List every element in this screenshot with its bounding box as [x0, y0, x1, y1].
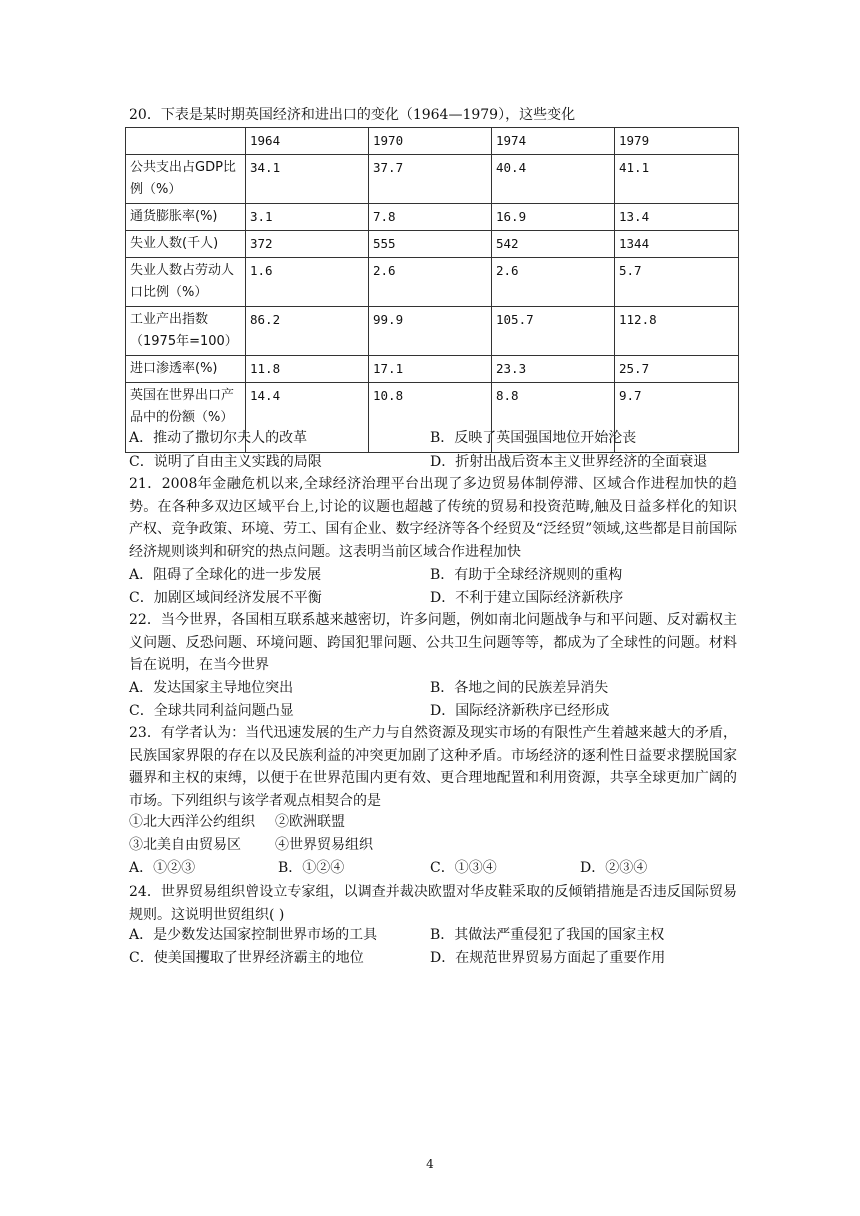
- table-header-cell: 1964: [246, 128, 369, 155]
- q22-stem: 22．当今世界，各国相互联系越来越密切，许多问题，例如南北问题战争与和平问题、反对霸权主义问题、反恐问题、环境问题、跨国犯罪问题、公共卫生问题等等，都成为了全球性的问题。材料旨在说明，在当今世界: [129, 612, 737, 674]
- q21-option-b[interactable]: B．有助于全球经济规则的重构: [430, 567, 623, 583]
- q22-option-c[interactable]: C．全球共同利益问题凸显: [129, 703, 294, 719]
- table-cell: 25.7: [615, 356, 739, 383]
- row-label: 失业人数(千人): [126, 231, 246, 258]
- table-cell: 2.6: [492, 258, 615, 307]
- q22-option-a[interactable]: A．发达国家主导地位突出: [129, 680, 294, 696]
- q23-option-b[interactable]: B．①②④: [278, 860, 345, 876]
- row-label: 公共支出占GDP比例（%）: [126, 155, 246, 204]
- q21-option-d[interactable]: D．不利于建立国际经济新秩序: [430, 590, 624, 606]
- table-row: [126, 356, 739, 383]
- q24-option-d[interactable]: D．在规范世界贸易方面起了重要作用: [430, 950, 666, 966]
- table-cell: 2.6: [369, 258, 492, 307]
- table-header-cell: 1974: [492, 128, 615, 155]
- table-cell: 86.2: [246, 307, 369, 356]
- q23-item-3: ③北美自由贸易区: [129, 837, 241, 853]
- q23-option-d[interactable]: D．②③④: [580, 860, 648, 876]
- table-cell: 372: [246, 231, 369, 258]
- table-cell: 41.1: [615, 155, 739, 204]
- table-row: [126, 155, 739, 204]
- row-label: 通货膨胀率(%): [126, 204, 246, 231]
- q23-item-2: ②欧洲联盟: [275, 814, 345, 830]
- table-row: [126, 307, 739, 356]
- q20-stem: 20．下表是某时期英国经济和进出口的变化（1964—1979），这些变化: [129, 107, 576, 123]
- q24-option-a[interactable]: A．是少数发达国家控制世界市场的工具: [129, 927, 378, 943]
- table-cell: 34.1: [246, 155, 369, 204]
- table-cell: 105.7: [492, 307, 615, 356]
- table-header-row: [126, 128, 739, 155]
- q24-option-b[interactable]: B．其做法严重侵犯了我国的国家主权: [430, 927, 665, 943]
- table-cell: 542: [492, 231, 615, 258]
- table-cell: 11.8: [246, 356, 369, 383]
- q20-option-a[interactable]: A．推动了撒切尔夫人的改革: [129, 430, 308, 446]
- table-cell: 1344: [615, 231, 739, 258]
- row-label: 工业产出指数（1975年=100）: [126, 307, 246, 356]
- table-cell: 8.8: [492, 383, 615, 453]
- table-header-cell: 1970: [369, 128, 492, 155]
- q20-option-c[interactable]: C．说明了自由主义实践的局限: [129, 454, 322, 470]
- table-cell: 3.1: [246, 204, 369, 231]
- q20-option-d[interactable]: D．折射出战后资本主义世界经济的全面衰退: [430, 454, 708, 470]
- page-number: 4: [426, 1157, 434, 1171]
- q24-stem: 24．世界贸易组织曾设立专家组，以调查并裁决欧盟对华皮鞋采取的反倾销措施是否违反国际贸易规则。这说明世贸组织( ): [129, 884, 737, 923]
- table-row: [126, 204, 739, 231]
- table-cell: 23.3: [492, 356, 615, 383]
- row-label: 失业人数占劳动人口比例（%）: [126, 258, 246, 307]
- q20-option-b[interactable]: B．反映了英国强国地位开始沦丧: [430, 430, 637, 446]
- uk-economy-table: [125, 127, 739, 453]
- table-cell: 112.8: [615, 307, 739, 356]
- table-cell: 40.4: [492, 155, 615, 204]
- row-label: 进口渗透率(%): [126, 356, 246, 383]
- table-cell: 16.9: [492, 204, 615, 231]
- table-cell: 14.4: [246, 383, 369, 453]
- table-cell: 10.8: [369, 383, 492, 453]
- q21-option-a[interactable]: A．阻碍了全球化的进一步发展: [129, 567, 322, 583]
- table-cell: 37.7: [369, 155, 492, 204]
- table-cell: 99.9: [369, 307, 492, 356]
- q22-option-b[interactable]: B．各地之间的民族差异消失: [430, 680, 609, 696]
- table-row: [126, 231, 739, 258]
- q23-item-4: ④世界贸易组织: [275, 837, 373, 853]
- q23-stem: 23．有学者认为：当代迅速发展的生产力与自然资源及现实市场的有限性产生着越来越大的矛盾，民族国家界限的存在以及民族利益的冲突更加剧了这种矛盾。市场经济的逐利性日益要求摆脱国家疆界和主权的束缚，以便于在世界范围内更有效、更合理地配置和利用资源，共享全球更加广阔的市场。下列组织与该学者观点相契合的是: [129, 725, 737, 809]
- table-header-cell: 1979: [615, 128, 739, 155]
- table-row: [126, 258, 739, 307]
- table-cell: 5.7: [615, 258, 739, 307]
- q23-item-1: ①北大西洋公约组织: [129, 814, 255, 830]
- q23-option-c[interactable]: C．①③④: [430, 860, 497, 876]
- table-cell: 17.1: [369, 356, 492, 383]
- table-header-cell: [126, 128, 246, 155]
- table-cell: 7.8: [369, 204, 492, 231]
- table-cell: 1.6: [246, 258, 369, 307]
- table-cell: 13.4: [615, 204, 739, 231]
- q23-option-a[interactable]: A．①②③: [129, 860, 196, 876]
- row-label: 英国在世界出口产品中的份额（%）: [126, 383, 246, 453]
- q22-option-d[interactable]: D．国际经济新秩序已经形成: [430, 703, 610, 719]
- q21-stem: 21．2008年金融危机以来,全球经济治理平台出现了多边贸易体制停滞、区域合作进程加快的趋势。在各种多双边区域平台上,讨论的议题也超越了传统的贸易和投资范畴,触及日益多样化的知识产权、竞争政策、环境、劳工、国有企业、数字经济等各个经贸及“泛经贸”领域,这些都是目前国际经济规则谈判和研究的热点问题。这表明当前区域合作进程加快: [129, 476, 737, 560]
- q24-option-c[interactable]: C．使美国攫取了世界经济霸主的地位: [129, 950, 364, 966]
- q21-option-c[interactable]: C．加剧区域间经济发展不平衡: [129, 590, 322, 606]
- table-cell: 9.7: [615, 383, 739, 453]
- table-cell: 555: [369, 231, 492, 258]
